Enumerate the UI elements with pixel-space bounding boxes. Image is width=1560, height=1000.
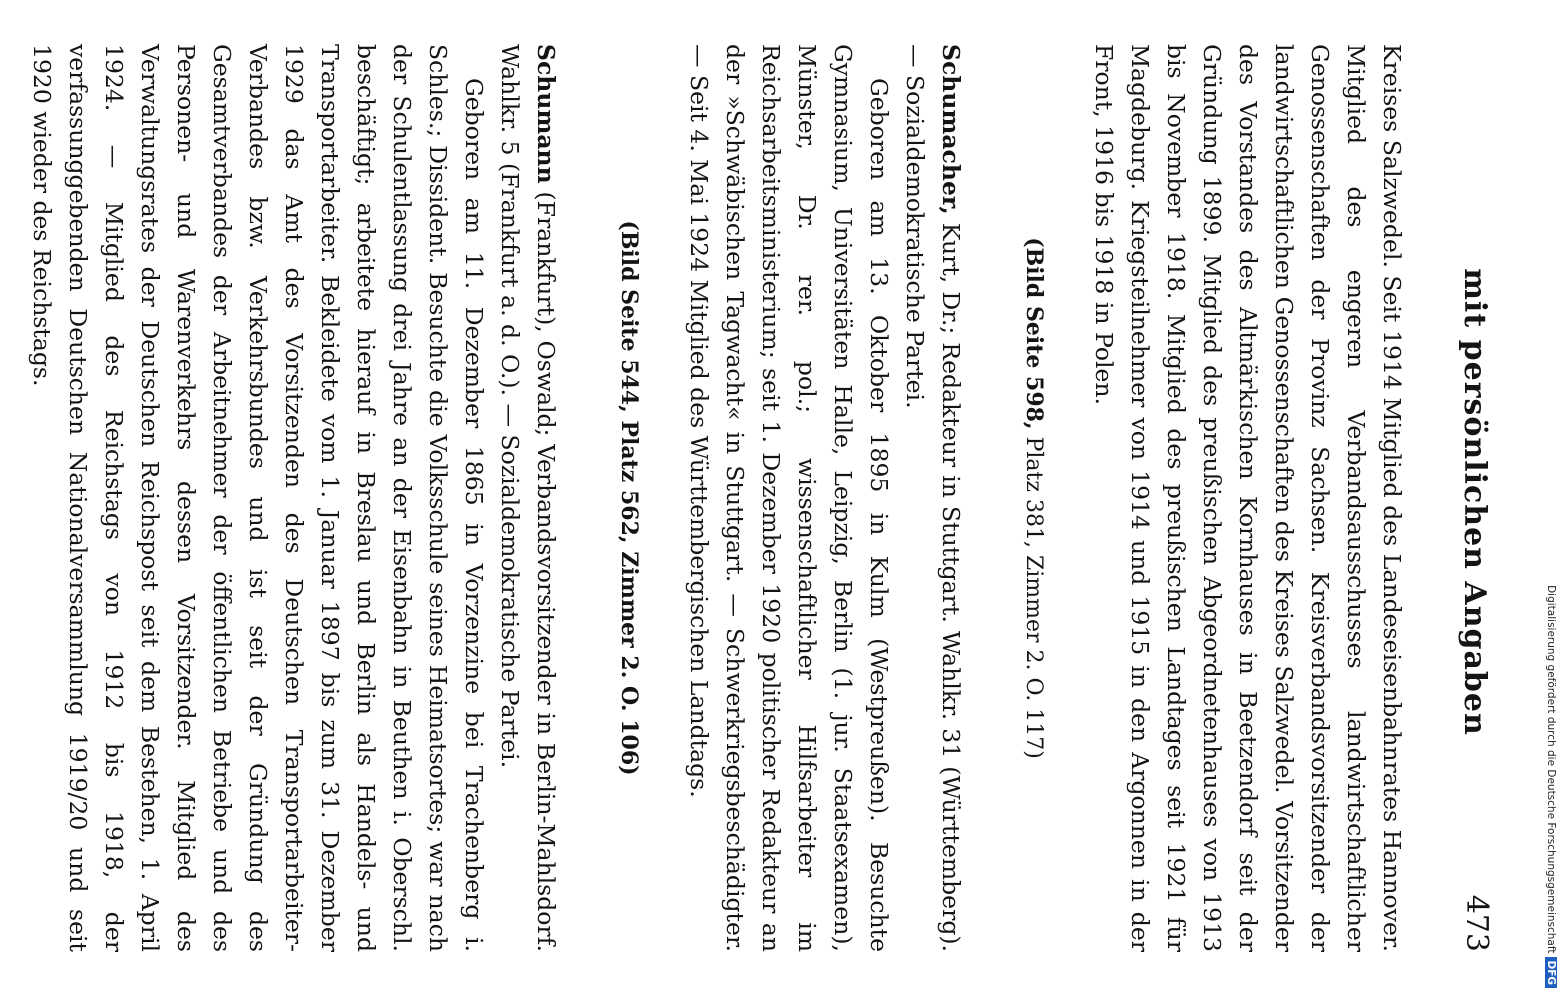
entry-intro: (Frankfurt), Oswald; Verbandsvorsitzender in Berlin-Mahlsdorf. Wahlkr. 5 (Frankfurt a. d. O.). — Sozialdemokratische Partei. bbox=[496, 44, 560, 952]
photo-reference-rest: Platz 381, Zimmer 2. O. 117) bbox=[1021, 429, 1046, 759]
entry-name: Schumann bbox=[532, 44, 560, 184]
credit-text: Digitalisierung gefördert durch die Deutsche Forschungsgemeinschaft bbox=[1545, 585, 1557, 954]
entry-heading bbox=[492, 44, 564, 952]
page-number: 473 bbox=[1459, 894, 1494, 952]
entry-continuation-text: Kreises Salzwedel. Seit 1914 Mitglied des Landeseisenbahnrates Hannover. Mitglied des engeren Verbandsausschusses landwirtschaftlicher Genossenschaften der Provinz Sachsen. Kreisverbandsvorsitzender der landwirtschaftlichen Genossenschaften des Kreises Salzwedel. Vorsitzender des Vorstandes des Altmärkischen Kornhauses in Beetzendorf seit der Gründung 1899. Mitglied des preußischen Abgeordnetenhauses von 1913 bis November 1918. Mitglied des preußischen Landtages seit 1921 für Magdeburg. Kriegsteilnehmer von 1914 und 1915 in den Argonnen in der Front, 1916 bis 1918 in Polen. bbox=[1090, 44, 1406, 952]
entry-heading bbox=[897, 44, 969, 952]
rotated-page bbox=[28, 32, 1500, 972]
entry-intro: Kurt, Dr.; Redakteur in Stuttgart. Wahlkr. 31 (Württemberg). — Sozialdemokratische Partei. bbox=[901, 44, 965, 952]
photo-reference bbox=[1015, 44, 1052, 952]
digitization-credit bbox=[1542, 0, 1560, 1000]
running-title: mit persönlichen Angaben bbox=[1457, 268, 1492, 736]
photo-reference bbox=[610, 44, 647, 952]
dfg-logo: DFG bbox=[1545, 957, 1557, 988]
running-header bbox=[1440, 32, 1500, 972]
entry-body: Geboren am 11. Dezember 1865 in Vorzenzine bei Trachenberg i. Schles.; Dissident. Besuchte die Volksschule seines Heimatsortes; war nach der Schulentlassung drei Jahre an der Eisenbahn in Beuthen i. Oberschl. beschäftigt; arbeitete hierauf in Breslau und Berlin als Handels- und Transportarbeiter. Bekleidete vom 1. Januar 1897 bis zum 31. Dezember 1929 das Amt des Vorsitzenden des Deutschen Transportarbeiter-Verbandes bzw. Verkehrsbundes und ist seit der Gründung des Gesamtverbandes der Arbeitnehmer der öffentlichen Betriebe und des Personen- und Warenverkehrs dessen Vorsitzender. Mitglied des Verwaltungsrates der Deutschen Reichspost seit dem Bestehen, 1. April 1924. — Mitglied des Reichstags von 1912 bis 1918, der verfassunggebenden Deutschen Nationalversammlung 1919/20 und seit 1920 wieder des Reichstags. bbox=[28, 44, 488, 952]
photo-reference-bold: (Bild Seite 598, bbox=[1021, 237, 1047, 430]
page-body bbox=[0, 44, 1410, 952]
digitization-credit-strip bbox=[1542, 0, 1560, 1000]
photo-reference-bold: (Bild Seite 544, Platz 562, Zimmer 2. O. 106) bbox=[616, 220, 642, 776]
entry-name: Schumacher, bbox=[937, 44, 965, 215]
entry-body: Geboren am 13. Oktober 1895 in Kulm (Westpreußen). Besuchte Gymnasium, Universitäten Halle, Leipzig, Berlin (1. jur. Staatsexamen), Münster, Dr. rer. pol.; wissenschaftlicher Hilfsarbeiter im Reichsarbeitsministerium; seit 1. Dezember 1920 politischer Redakteur an der »Schwäbischen Tagwacht« in Stuttgart. — Schwerkriegsbeschädigter. — Seit 4. Mai 1924 Mitglied des Württembergischen Landtags. bbox=[685, 44, 893, 952]
